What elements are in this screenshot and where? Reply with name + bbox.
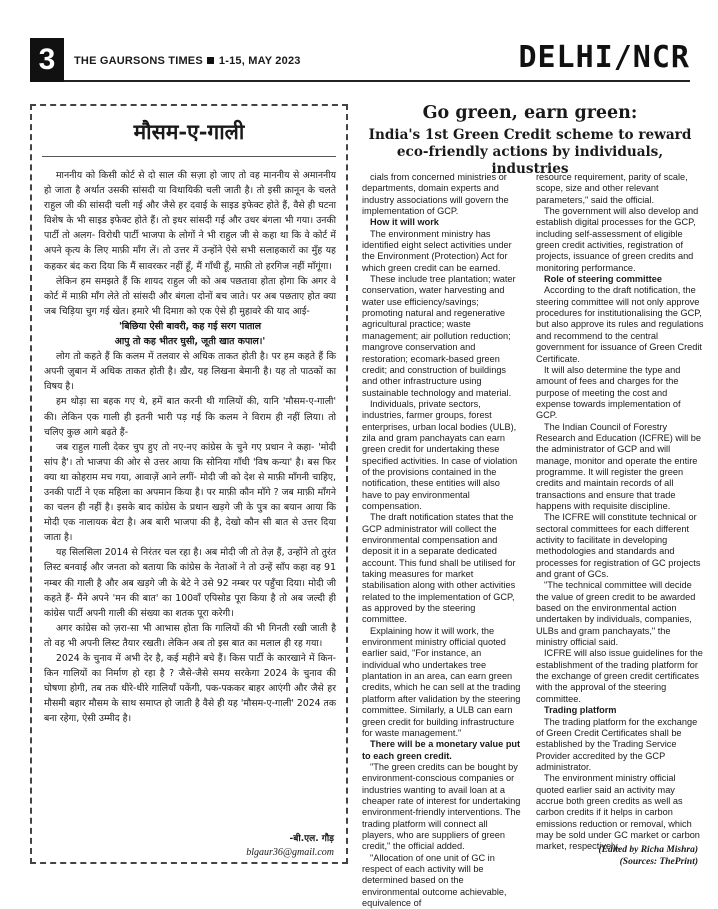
article-column-1 (362, 172, 522, 909)
paragraph: माननीय को किसी कोर्ट से दो साल की सज़ा हो जाए तो वह माननीय से अमाननीय हो जाता है अर्थात उसकी सांसदी या विधायिकी चली जाती है। तो इसी क़ानून के चलते राहुल जी की सांसदी चली गई और जैसे हर दवाई के साइड इफेक्ट होते हैं, वैसे ही घटना विशेष के भी साइड इफेक्ट होते हैं। तो इधर सांसदी गई और उधर बंगला भी गया। उनकी पार्टी तो अलग- विरोधी पार्टी भाजपा के लोगों ने भी राहुल जी से कहा था कि वे कोर्ट में अपने कृत्य के लिए माफ़ी माँग लें। तो उत्तर में उन्होंने ऐसे सभी सलाहकारों का मुँह यह कहकर बंद करा दिया कि मैं सावरकर नहीं हूँ, मैं गाँधी हूँ, माफ़ी तो हरगिज नहीं माँगूंगा। (44, 170, 336, 272)
masthead (74, 55, 301, 67)
paragraph: These include tree plantation; water conservation, water harvesting and water use efficiency/savings; promoting natural and regenerative agricultural practice; waste management; air pollution reduction; mangrove conservation and restoration; ecomark-based green credit; and construction of buildings and other infrastructure using sustainable technology and material. (362, 274, 516, 398)
paragraph: जब राहुल गाली देकर चुप हुए तो नए-नए कांग्रेस के चुने गए प्रधान ने कहा- 'मोदी सांप है'। तो भाजपा की ओर से उत्तर आया कि सोनिया गाँधी 'विष कन्या' है। बस फिर क्या था कोहराम मच गया, आवाज़ें आने लगीं- मोदी जी को देश से माफ़ी माँगनी चाहिए, उनकी पार्टी ने एक महिला का अपमान किया है। पर माफ़ी कौन माँगे ? जब माफ़ी माँगने का चलन ही नहीं है। इसके बाद कांग्रेस के प्रधान खड़गे जी के पुत्र का बयान आया कि मोदी एक नालायक बेटा है। अब बारी भाजपा की है, देखो कौन सी बात से उत्तर दिया जाता है। (44, 441, 336, 544)
paragraph: The draft notification states that the GCP administrator will collect the environmental compensation and deposit it in a separate dedicated account. This fund shall be utilised for taking measures for market stabilisation along with other activities related to the implementation of GCP, as approved by the steering committee. (362, 512, 516, 625)
opinion-title: मौसम-ए-गाली (133, 119, 245, 144)
title-divider (42, 156, 336, 157)
subheading: How it will work (370, 217, 439, 228)
author-signature (246, 832, 334, 860)
headline-subtitle: India's 1st Green Credit scheme to reward eco-friendly actions by individuals, industries (368, 127, 692, 177)
edition-label: DELHI/NCR (518, 40, 690, 75)
issue-date: 1-15, MAY 2023 (218, 55, 301, 67)
paragraph: cials from concerned ministries or departments, domain experts and industry associations will govern the implementation of GCP. (362, 172, 509, 217)
paragraph: The Indian Council of Forestry Research and Education (ICFRE) will be the administrator of GCP and will manage, monitor and operate the entire programme. It will register the green credits and maintain records of all transactions and ensure that trade happens with requisite discipline. (536, 421, 701, 511)
paragraph: The environment ministry official quoted earlier said an activity may accrue both green credits as well as carbon credits if it helps in carbon emissions reduction or removal, which may be sold under GC market or carbon market, respectively. (536, 773, 700, 852)
paragraph: The ICFRE will constitute technical or sectoral committees for each different activity to facilitate in developing methodologies and standards and processes for registration of GC projects and grant of GCs. (536, 512, 701, 580)
paragraph: हम थोड़ा सा बहक गए थे, हमें बात करनी थी गालियों की, यानि 'मौसम-ए-गाली' की। लेकिन एक गाली ही इतनी भारी पड़ गई कि कलम ने विराम ही नहीं लिया। तो चलिए कुछ आगे बढ़ते हैं- (44, 396, 336, 438)
paragraph: "The technical committee will decide the value of green credit to be awarded based on the environmental action undertaken by individuals, companies, ULBs and gram panchayats," the ministry official said. (536, 580, 696, 648)
paragraph: ICFRE will also issue guidelines for the establishment of the trading platform for the exchange of green credit certificates with the approval of the steering committee. (536, 648, 703, 704)
headline-title: Go green, earn green: (422, 103, 638, 123)
subheading: Role of steering committee (544, 274, 662, 285)
subheading: There will be a monetary value put to each green credit. (362, 739, 521, 761)
paragraph: The environment ministry has identified eight select activities under the Environment (Protection) Act for which green credit can be earned. (362, 228, 512, 273)
paragraph: It will also determine the type and amount of fees and charges for the purpose of meeting the cost and expense towards implementation of GCP. (536, 364, 681, 421)
paragraph: यह सिलसिला 2014 से निरंतर चल रहा है। अब मोदी जी तो तेज़ हैं, उन्होंने तो तुरंत लिस्ट बनवाई और जनता को बताया कि कांग्रेस के नेताओं ने तो उन्हें साँप कहा वह 91 नम्बर की गाली है और अब खड़गे जी के बेटे ने उसे 92 नम्बर पर पहुँचा दिया। मोदी जी कहते हैं- मैंने अपने 'मन की बात' का 100वाँ एपिसोड पूरा किया है तो अब जल्दी ही कांग्रेस पार्टी अपनी गाली की संख्या का शतक पूरा करेगी। (44, 547, 336, 619)
paragraph: अगर कांग्रेस को ज़रा-सा भी आभास होता कि गालियों की भी गिनती रखी जाती है तो वह भी अपनी लिस्ट तैयार रखती। लेकिन अब तो इस बात का मलाल ही रह गया। (44, 622, 336, 649)
article-column-2 (536, 172, 704, 853)
paragraph: 2024 के चुनाव में अभी देर है, कई महीने बचे हैं। किस पार्टी के कारखाने में किन-किन गालियों का निर्माण हो रहा है ? जैसे-जैसे समय सरकेगा 2024 के चुनाव की घोषणा होगी, तब तक धीरे-धीरे गालियाँ पकेंगी, पक-पककर बाहर आएंगी और जैसे हर मौसमी बहार मौसम के साथ समाप्त हो जाती है वैसे ही यह 'मौसम-ए-गाली' 2024 तक बना रहेगा, ऐसी उम्मीद है। (44, 653, 336, 725)
paragraph: The trading platform for the exchange of Green Credit Certificates shall be established by the Trading Service Provider accredited by the GCP administrator. (536, 716, 698, 772)
square-bullet-icon (207, 57, 214, 64)
paragraph: Explaining how it will work, the environment ministry official quoted earlier said, "For instance, an individual who undertakes tree plantation in an area, can earn green credits, which he can sell at the trading platform after validation by the steering committee. Similarly, a ULB can earn green credit for building infrastructure for waste management." (362, 625, 521, 738)
page-number: 3 (30, 38, 64, 82)
editor-credit: (Edited by Richa Mishra) (598, 845, 698, 855)
paragraph: लेकिन हम समझते हैं कि शायद राहुल जी को अब पछतावा होता होगा कि अगर वे कोर्ट में माफ़ी माँग लेते तो सांसदी और बंगला दोनों बच जाते। पर अब पछताए होत क्या जब चिड़िया चुग गई खेत। हमारे भी दिमाग़ को एक ऐसे ही मुहावरे की याद आई- (44, 275, 336, 317)
paragraph: "Allocation of one unit of GC in respect of each activity will be determined based on the environmental outcome achievable, equivalence of (362, 852, 507, 908)
paragraph: According to the draft notification, the steering committee will not only approve procedures for institutionalising the GCP, but also approve its rules and regulations and recommend to the central government for issuance of Green Credit Certificate. (536, 285, 704, 364)
verse-line: आपु तो कह भीतर घुसी, जूती खात कपाल।' (114, 336, 266, 348)
source-credit: (Sources: ThePrint) (619, 857, 698, 867)
paper-name: THE GAURSONS TIMES (74, 55, 203, 67)
subheading: Trading platform (544, 705, 617, 716)
paragraph: resource requirement, parity of scale, scope, size and other relevant parameters," said the official. (536, 172, 688, 205)
author-name: -बी.एल. गौड़ (289, 834, 334, 844)
paragraph: लोग तो कहते हैं कि कलम में तलवार से अधिक ताकत होती है। पर हम कहते हैं कि अपनी ज़ुबान में अधिक ताकत होती है। ख़ैर, यह लिखना बेमानी है। यह तो पाठकों का विषय है। (44, 351, 336, 393)
paragraph: "The green credits can be bought by environment-conscious companies or industries wanting to avail loan at a cheaper rate of interest for undertaking environment-friendly interventions. The trading platform will connect all players, who are suppliers of green credit," the official added. (362, 761, 521, 852)
page-header (30, 38, 690, 82)
article-headline (360, 103, 700, 178)
article-credit (599, 844, 699, 868)
paragraph: The government will also develop and establish digital processes for the GCP, including self-assessment of eligible green credit activities, registration of projects, issuance of green credits and monitoring performance. (536, 206, 699, 273)
author-email: blgaur36@gmail.com (246, 847, 334, 858)
verse-line: 'बिछिया ऐसी बावरी, कह गई सरग पाताल (118, 320, 262, 332)
opinion-column-box (30, 104, 348, 864)
opinion-body (44, 168, 336, 726)
paragraph: Individuals, private sectors, industries, farmer groups, forest enterprises, urban local bodies (ULB), zila and gram panchayats can earn green credit for undertaking these specified activities. In case of violation of the provisions contained in the notification, these entities will also have to pay environmental compensation. (362, 398, 518, 511)
